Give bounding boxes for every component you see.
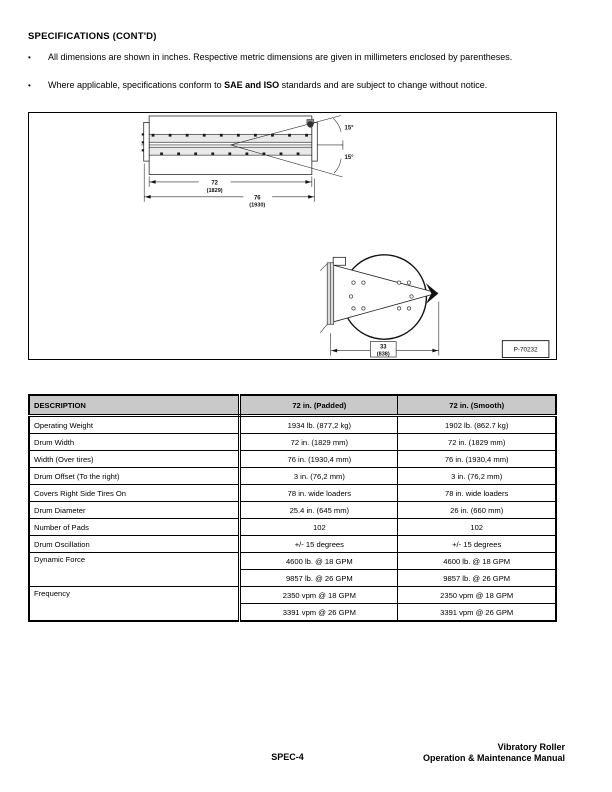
header-padded: 72 in. (Padded) xyxy=(240,395,398,416)
row-value-smooth: 78 in. wide loaders xyxy=(398,485,556,502)
overall-width-in-label: 76 xyxy=(253,195,261,202)
bullet-item xyxy=(28,52,565,63)
mounting-plate xyxy=(334,265,438,322)
row-value-smooth: 3391 vpm @ 26 GPM xyxy=(398,604,556,622)
bullet-item xyxy=(28,80,565,91)
table-row xyxy=(29,502,556,519)
footer-page-number: SPEC-4 xyxy=(271,752,304,762)
roller-dimension-drawing xyxy=(29,113,556,359)
row-value-padded: 76 in. (1930,4 mm) xyxy=(240,451,398,468)
overall-width-mm-label: (1930) xyxy=(249,202,266,209)
row-value-smooth: 1902 lb. (862.7 kg) xyxy=(398,416,556,434)
figure-number-label: P-70232 xyxy=(513,346,538,354)
drum-width-mm-label: (1829) xyxy=(206,187,223,194)
bullet-icon: • xyxy=(28,81,31,90)
row-value-padded: 78 in. wide loaders xyxy=(240,485,398,502)
table-row xyxy=(29,468,556,485)
row-value-padded: 102 xyxy=(240,519,398,536)
row-value-padded: 2350 vpm @ 18 GPM xyxy=(240,587,398,604)
footer-doc-line2: Operation & Maintenance Manual xyxy=(422,753,565,763)
row-label: Drum Diameter xyxy=(29,502,240,519)
row-value-smooth: 9857 lb. @ 26 GPM xyxy=(398,570,556,587)
row-value-smooth: 102 xyxy=(398,519,556,536)
row-label: Covers Right Side Tires On xyxy=(29,485,240,502)
row-value-padded: 9857 lb. @ 26 GPM xyxy=(240,570,398,587)
table-row xyxy=(29,416,556,434)
header-smooth: 72 in. (Smooth) xyxy=(398,395,556,416)
row-value-padded: 1934 lb. (877,2 kg) xyxy=(240,416,398,434)
row-value-smooth: 72 in. (1829 mm) xyxy=(398,434,556,451)
depth-in-label: 33 xyxy=(379,344,387,351)
row-label: Frequency xyxy=(29,587,240,622)
drum-width-dimension xyxy=(149,176,312,193)
row-label: Dynamic Force xyxy=(29,553,240,587)
header-description: DESCRIPTION xyxy=(29,395,240,416)
dimension-diagram-figure xyxy=(28,112,557,360)
bullet-icon: • xyxy=(28,53,31,62)
table-row xyxy=(29,536,556,553)
row-label: Width (Over tires) xyxy=(29,451,240,468)
row-value-padded: 3 in. (76,2 mm) xyxy=(240,468,398,485)
depth-mm-label: (838) xyxy=(376,351,390,358)
row-label: Drum Offset (To the right) xyxy=(29,468,240,485)
table-row xyxy=(29,553,556,570)
angle-top-label: 15° xyxy=(344,125,354,132)
top-view-drum xyxy=(141,116,343,175)
figure-number-box xyxy=(502,341,549,358)
row-value-padded: 3391 vpm @ 26 GPM xyxy=(240,604,398,622)
row-label: Drum Oscillation xyxy=(29,536,240,553)
footer-doc-title xyxy=(423,742,565,764)
specifications-table xyxy=(28,394,557,622)
row-label: Operating Weight xyxy=(29,416,240,434)
drum-width-in-label: 72 xyxy=(211,180,218,187)
row-value-smooth: 76 in. (1930,4 mm) xyxy=(398,451,556,468)
table-header-row xyxy=(29,395,556,416)
table-row xyxy=(29,451,556,468)
row-value-padded: +/- 15 degrees xyxy=(240,536,398,553)
table-row xyxy=(29,485,556,502)
row-value-smooth: +/- 15 degrees xyxy=(398,536,556,553)
page-title: SPECIFICATIONS (CONT'D) xyxy=(28,31,157,42)
row-value-padded: 4600 lb. @ 18 GPM xyxy=(240,553,398,570)
row-value-smooth: 26 in. (660 mm) xyxy=(398,502,556,519)
row-label: Drum Width xyxy=(29,434,240,451)
row-value-smooth: 3 in. (76,2 mm) xyxy=(398,468,556,485)
bullet-text: Where applicable, specifications conform to SAE and ISO standards and are subject to change without notice. xyxy=(48,80,488,90)
row-value-smooth: 2350 vpm @ 18 GPM xyxy=(398,587,556,604)
table-row xyxy=(29,587,556,604)
table-row xyxy=(29,519,556,536)
footer-doc-line1: Vibratory Roller xyxy=(497,742,565,752)
row-value-padded: 72 in. (1829 mm) xyxy=(240,434,398,451)
side-view-drum xyxy=(320,255,438,339)
bullet-text: All dimensions are shown in inches. Respective metric dimensions are given in millimeters enclosed by parentheses. xyxy=(48,52,513,62)
row-value-smooth: 4600 lb. @ 18 GPM xyxy=(398,553,556,570)
angle-bottom-label: 15° xyxy=(344,155,354,162)
row-value-padded: 25.4 in. (645 mm) xyxy=(240,502,398,519)
row-label: Number of Pads xyxy=(29,519,240,536)
table-row xyxy=(29,434,556,451)
